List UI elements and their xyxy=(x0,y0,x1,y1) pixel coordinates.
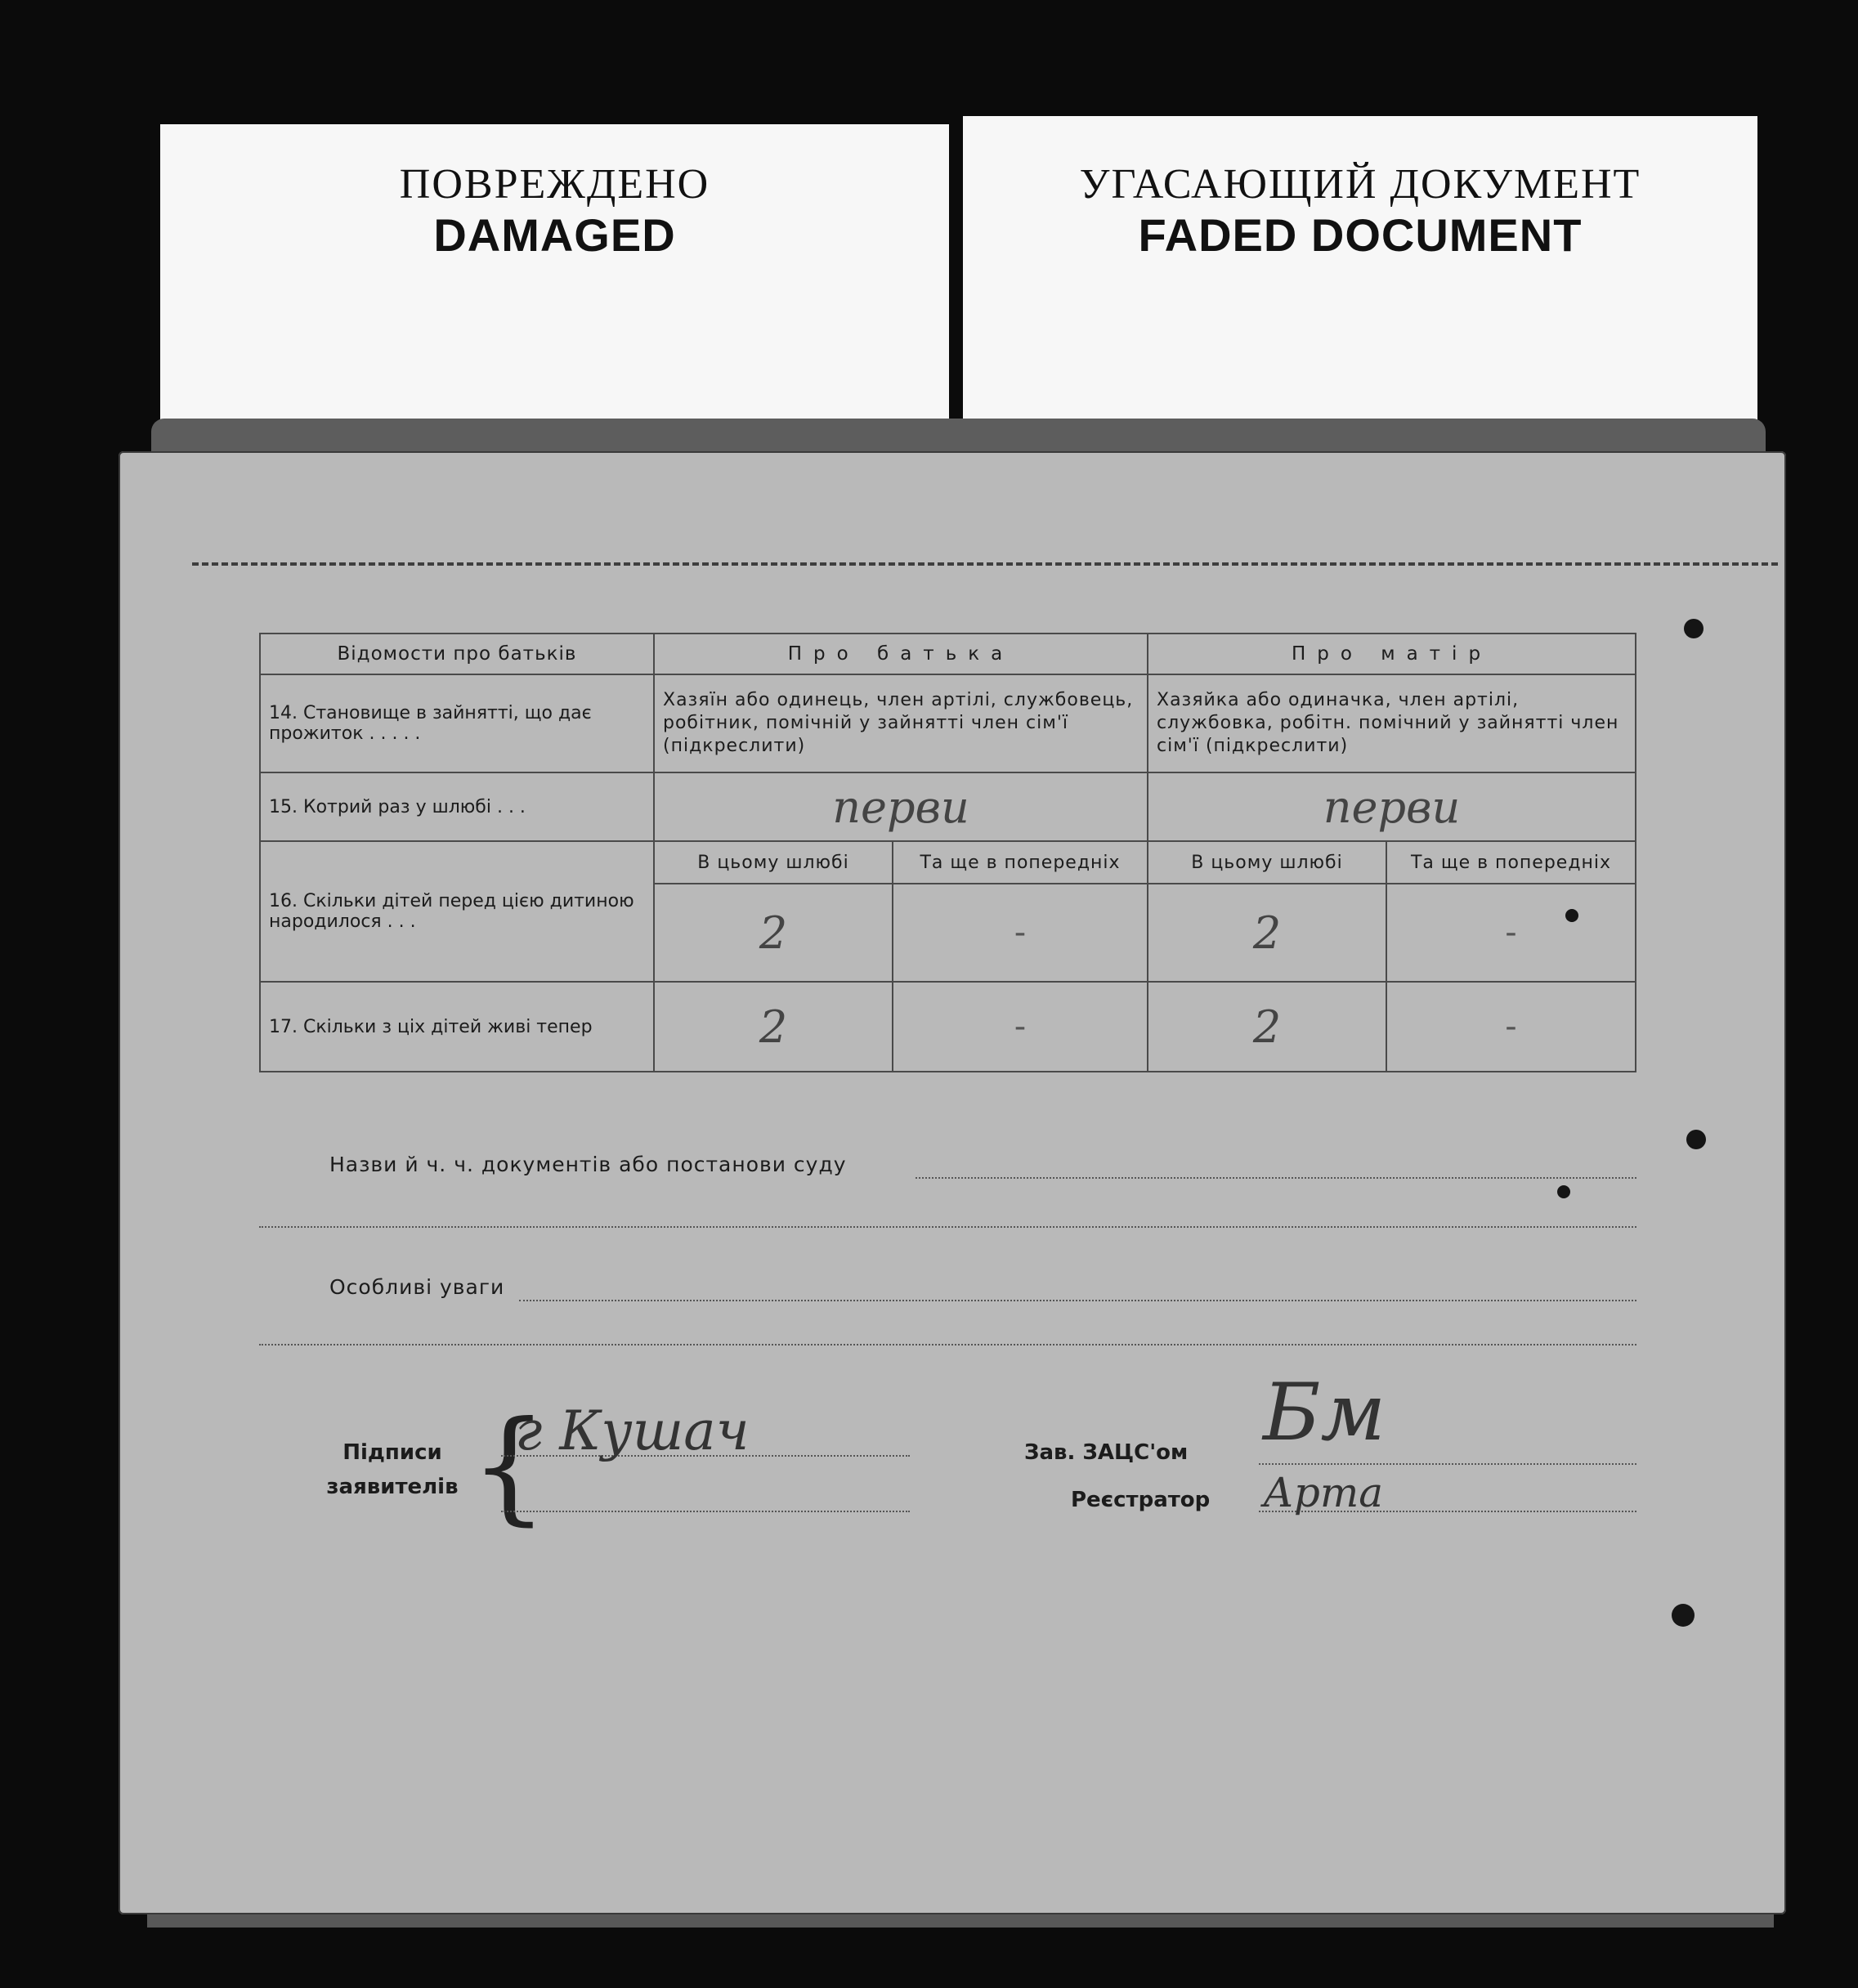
brace: { xyxy=(470,1395,548,1538)
header-father: Про батька xyxy=(654,634,1148,674)
binding-hole xyxy=(1684,619,1704,638)
subheader-mother-previous: Та ще в попередніх xyxy=(1386,841,1636,884)
remarks-line-1 xyxy=(519,1300,1636,1301)
row-16-mother-prev: - xyxy=(1386,884,1636,982)
binding-hole xyxy=(1686,1130,1706,1149)
row-17-mother-this: 2 xyxy=(1148,982,1386,1072)
row-16-mother-this: 2 xyxy=(1148,884,1386,982)
row-17-father-prev: - xyxy=(893,982,1148,1072)
faded-label-card xyxy=(963,116,1757,443)
applicants-label-2: заявителів xyxy=(326,1475,459,1499)
head-sign-line xyxy=(1259,1463,1636,1465)
header-mother: Про матір xyxy=(1148,634,1636,674)
applicant-signature: г Кушач xyxy=(515,1399,750,1462)
subheader-mother-this-marriage: В цьому шлюбі xyxy=(1148,841,1386,884)
damaged-label-ru: ПОВРЕЖДЕНО xyxy=(399,161,710,208)
subheader-father-previous: Та ще в попередніх xyxy=(893,841,1148,884)
row-17-label: 17. Скільки з ціх дітей живі тепер xyxy=(260,982,654,1072)
remarks-label: Особливі уваги xyxy=(329,1275,505,1299)
applicants-label-1: Підписи xyxy=(342,1440,442,1465)
perforation-line xyxy=(192,562,1778,566)
head-label: Зав. ЗАЦС'ом xyxy=(1024,1440,1189,1465)
ink-spot xyxy=(1557,1185,1570,1198)
documents-line-1 xyxy=(916,1177,1636,1179)
row-15-label: 15. Котрий раз у шлюбі . . . xyxy=(260,772,654,841)
parents-info-table xyxy=(259,633,1636,1072)
header-parents-info: Відомости про батьків xyxy=(260,634,654,674)
row-17-mother-prev: - xyxy=(1386,982,1636,1072)
row-17-father-this: 2 xyxy=(654,982,893,1072)
damaged-label-en: DAMAGED xyxy=(433,209,676,261)
row-14-label: 14. Становище в зайнятті, що дає прожиток . . . . . xyxy=(260,674,654,772)
table-header-row xyxy=(260,634,1636,674)
subheader-father-this-marriage: В цьому шлюбі xyxy=(654,841,893,884)
table-row-15 xyxy=(260,772,1636,841)
row-16-father-this: 2 xyxy=(654,884,893,982)
documents-line-2 xyxy=(259,1226,1636,1228)
document-page xyxy=(119,451,1786,1914)
damaged-label-card xyxy=(160,124,949,435)
registrar-label: Реєстратор xyxy=(1071,1488,1211,1512)
row-14-mother: Хазяйка або одиначка, член артілі, службовка, робітн. помічний у зайнятті член сім'ї (підкреслити) xyxy=(1148,674,1636,772)
row-16-father-prev: - xyxy=(893,884,1148,982)
head-signature: Бм xyxy=(1263,1367,1386,1458)
row-16-label: 16. Скільки дітей перед цією дитиною народилося . . . xyxy=(260,841,654,982)
remarks-line-2 xyxy=(259,1344,1636,1345)
table-row-14 xyxy=(260,674,1636,772)
faded-label-en: FADED DOCUMENT xyxy=(1138,209,1583,261)
applicant-sign-line-2 xyxy=(501,1511,910,1512)
registrar-signature: Арта xyxy=(1263,1469,1384,1516)
row-15-mother-value: перви xyxy=(1148,772,1636,841)
table-subheader-row xyxy=(260,841,1636,884)
faded-label-ru: УГАСАЮЩИЙ ДОКУМЕНТ xyxy=(1079,161,1641,208)
table-row-17 xyxy=(260,982,1636,1072)
binding-hole xyxy=(1672,1604,1695,1627)
row-15-father-value: перви xyxy=(654,772,1148,841)
row-14-father: Хазяїн або одинець, член артілі, службовець, робітник, помічній у зайнятті член сім'ї (підкреслити) xyxy=(654,674,1148,772)
documents-label: Назви й ч. ч. документів або постанови суду xyxy=(329,1153,847,1176)
ink-spot xyxy=(1565,909,1578,922)
